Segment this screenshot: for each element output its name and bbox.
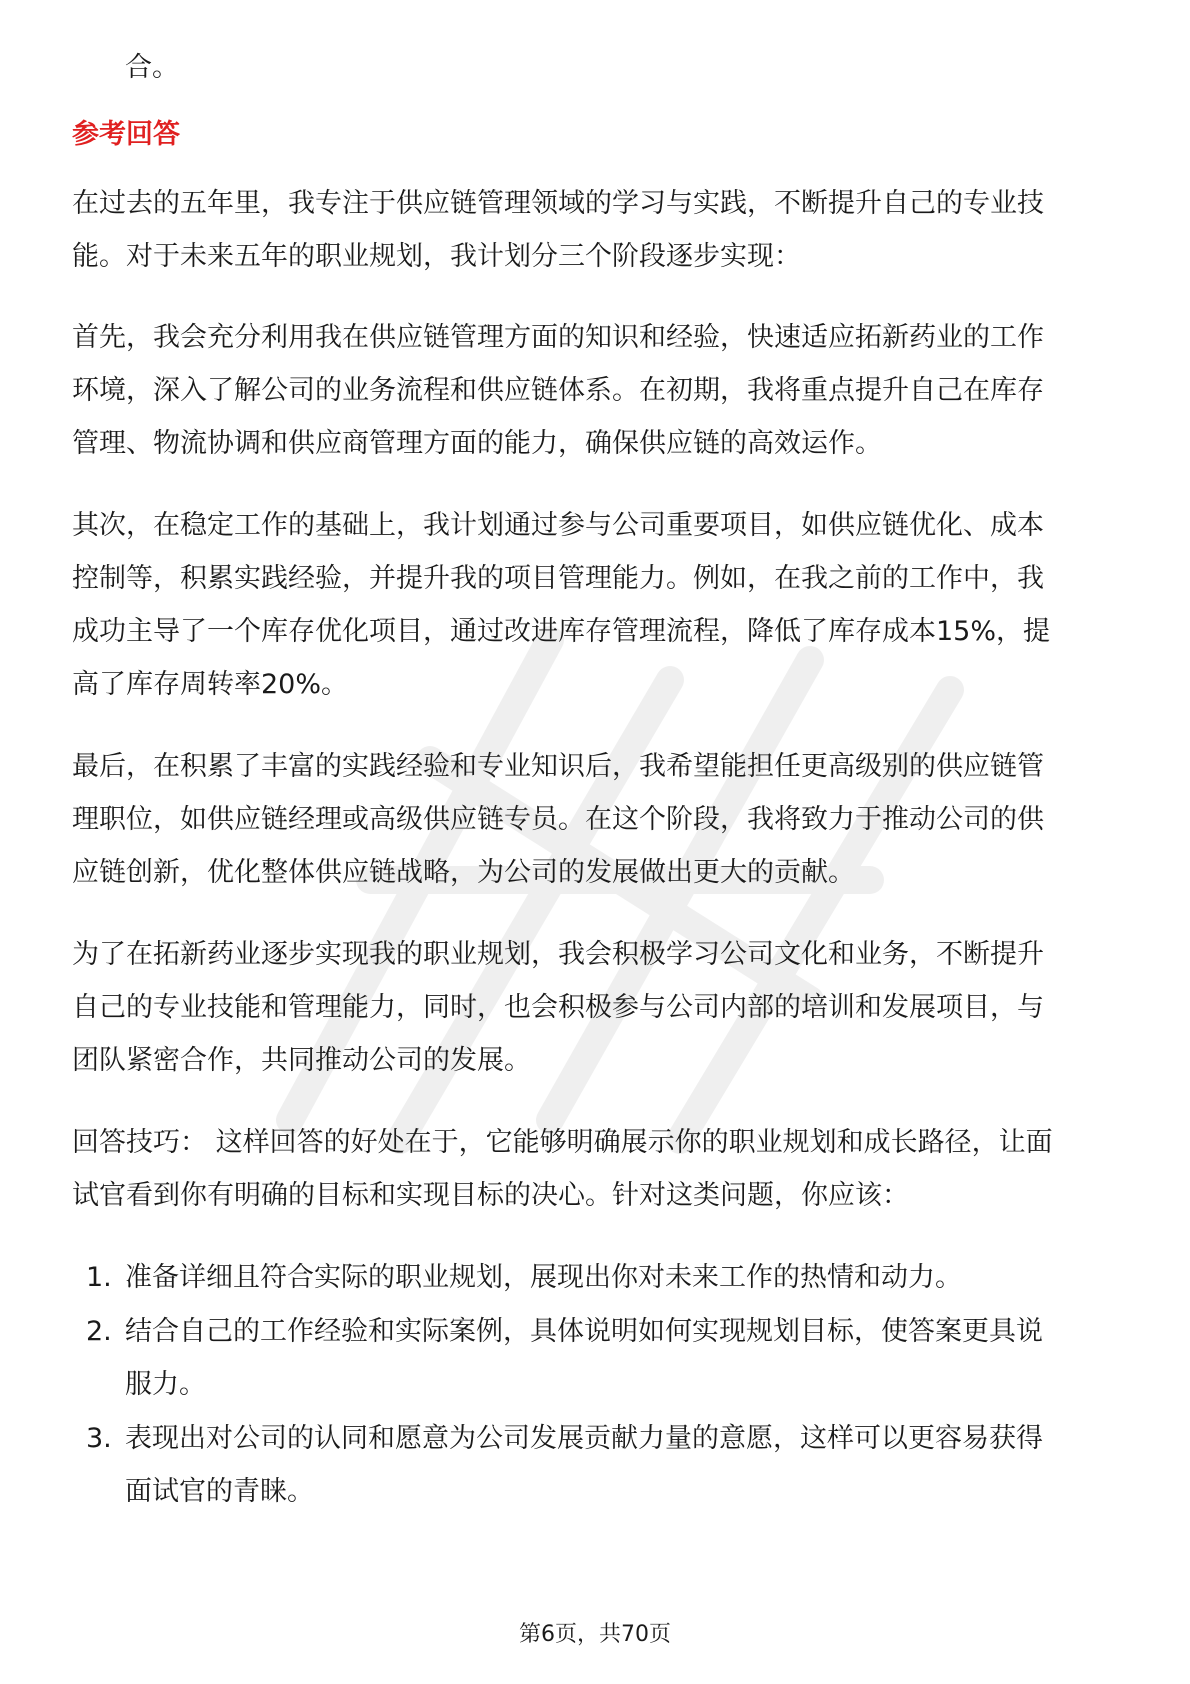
list-item-1-number: 1.: [86, 1262, 112, 1293]
list-item-3-line-2: 面试官的青睐。: [125, 1476, 314, 1507]
paragraph-3-line-3: 成功主导了一个库存优化项目，通过改进库存管理流程，降低了库存成本15%，提: [72, 616, 1051, 647]
paragraph-4-line-2: 理职位，如供应链经理或高级供应链专员。在这个阶段，我将致力于推动公司的供: [72, 804, 1044, 835]
list-item-3-line-1: 表现出对公司的认同和愿意为公司发展贡献力量的意愿，这样可以更容易获得: [125, 1423, 1043, 1454]
paragraph-2-line-3: 管理、物流协调和供应商管理方面的能力，确保供应链的高效运作。: [72, 428, 882, 459]
paragraph-5-line-3: 团队紧密合作，共同推动公司的发展。: [72, 1045, 531, 1076]
paragraph-3-line-4: 高了库存周转率20%。: [72, 669, 349, 700]
list-item-1-line-1: 准备详细且符合实际的职业规划，展现出你对未来工作的热情和动力。: [125, 1262, 962, 1293]
paragraph-4-line-3: 应链创新，优化整体供应链战略，为公司的发展做出更大的贡献。: [72, 857, 855, 888]
tips-line-2: 试官看到你有明确的目标和实现目标的决心。针对这类问题，你应该：: [72, 1180, 909, 1211]
paragraph-2-line-2: 环境，深入了解公司的业务流程和供应链体系。在初期，我将重点提升自己在库存: [72, 375, 1044, 406]
intro-fragment: 合。: [125, 52, 179, 83]
tips-line-1: 回答技巧： 这样回答的好处在于，它能够明确展示你的职业规划和成长路径，让面: [72, 1127, 1053, 1158]
list-item-2-line-2: 服力。: [125, 1369, 206, 1400]
paragraph-1-line-1: 在过去的五年里，我专注于供应链管理领域的学习与实践，不断提升自己的专业技: [72, 188, 1044, 219]
paragraph-3-line-2: 控制等，积累实践经验，并提升我的项目管理能力。例如，在我之前的工作中，我: [72, 563, 1044, 594]
list-item-2-number: 2.: [86, 1316, 112, 1347]
paragraph-3-line-1: 其次，在稳定工作的基础上，我计划通过参与公司重要项目，如供应链优化、成本: [72, 510, 1044, 541]
paragraph-5-line-1: 为了在拓新药业逐步实现我的职业规划，我会积极学习公司文化和业务，不断提升: [72, 939, 1044, 970]
list-item-3-number: 3.: [86, 1423, 112, 1454]
paragraph-2-line-1: 首先，我会充分利用我在供应链管理方面的知识和经验，快速适应拓新药业的工作: [72, 322, 1044, 353]
paragraph-5-line-2: 自己的专业技能和管理能力，同时，也会积极参与公司内部的培训和发展项目，与: [72, 992, 1044, 1023]
list-item-2-line-1: 结合自己的工作经验和实际案例，具体说明如何实现规划目标，使答案更具说: [125, 1316, 1043, 1347]
paragraph-1-line-2: 能。对于未来五年的职业规划，我计划分三个阶段逐步实现：: [72, 241, 801, 272]
paragraph-4-line-1: 最后，在积累了丰富的实践经验和专业知识后，我希望能担任更高级别的供应链管: [72, 751, 1044, 782]
page-number-footer: 第6页，共70页: [519, 1622, 671, 1647]
section-heading: 参考回答: [72, 119, 180, 150]
